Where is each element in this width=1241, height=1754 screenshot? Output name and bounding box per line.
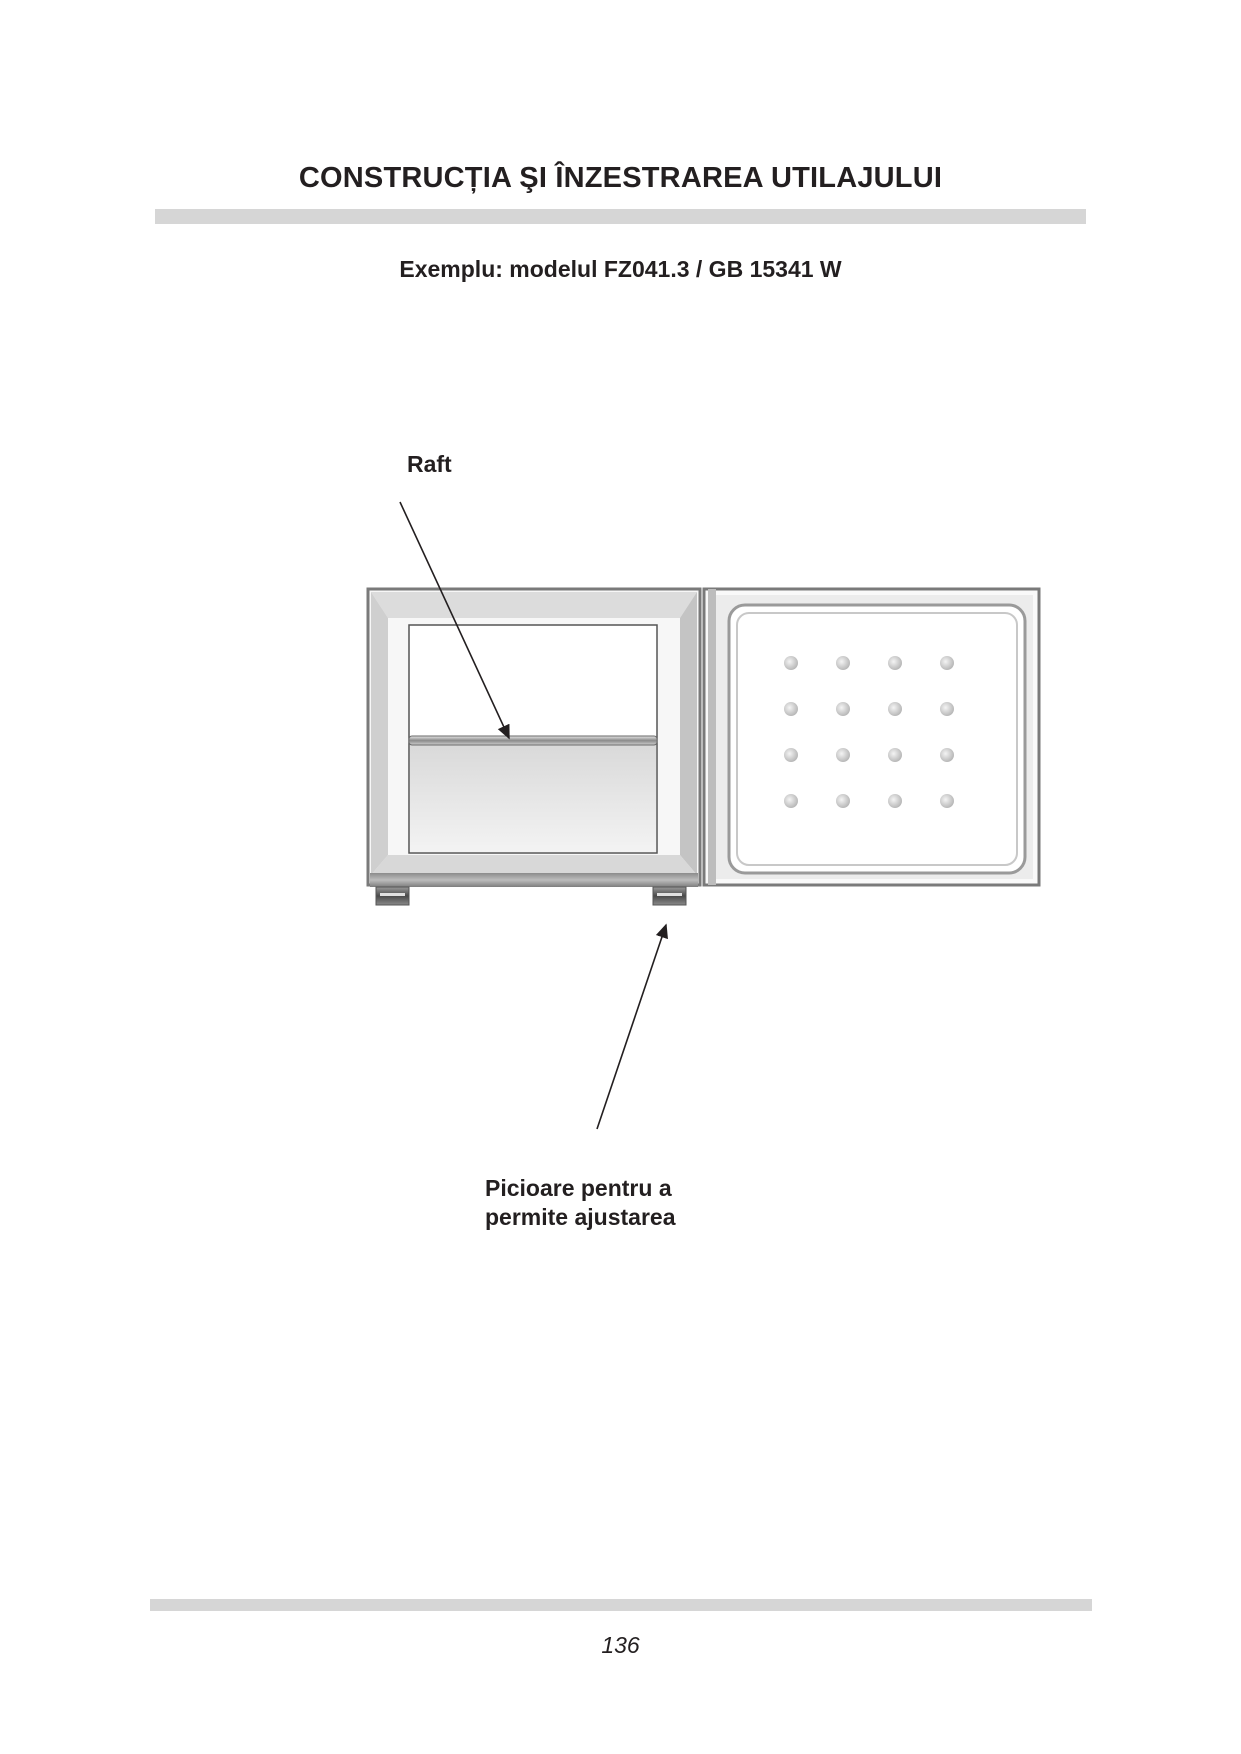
page-title: CONSTRUCȚIA ŞI ÎNZESTRAREA UTILAJULUI (298, 162, 943, 194)
feet-callout-line1: Picioare pentru a (485, 1175, 672, 1201)
feet-leader-arrow (597, 925, 666, 1129)
adjustable-foot-right (653, 887, 686, 905)
page-number: 136 (601, 1632, 640, 1658)
footer-divider (150, 1599, 1092, 1611)
feet-callout-line2: permite ajustarea (485, 1204, 676, 1230)
shelf-callout: Raft (407, 451, 452, 477)
shelf (409, 736, 657, 745)
feet-callout (485, 1174, 675, 1232)
adjustable-foot-left (376, 887, 409, 905)
figure-caption: Exemplu: modelul FZ041.3 / GB 15341 W (399, 256, 842, 282)
open-door (704, 589, 1039, 885)
